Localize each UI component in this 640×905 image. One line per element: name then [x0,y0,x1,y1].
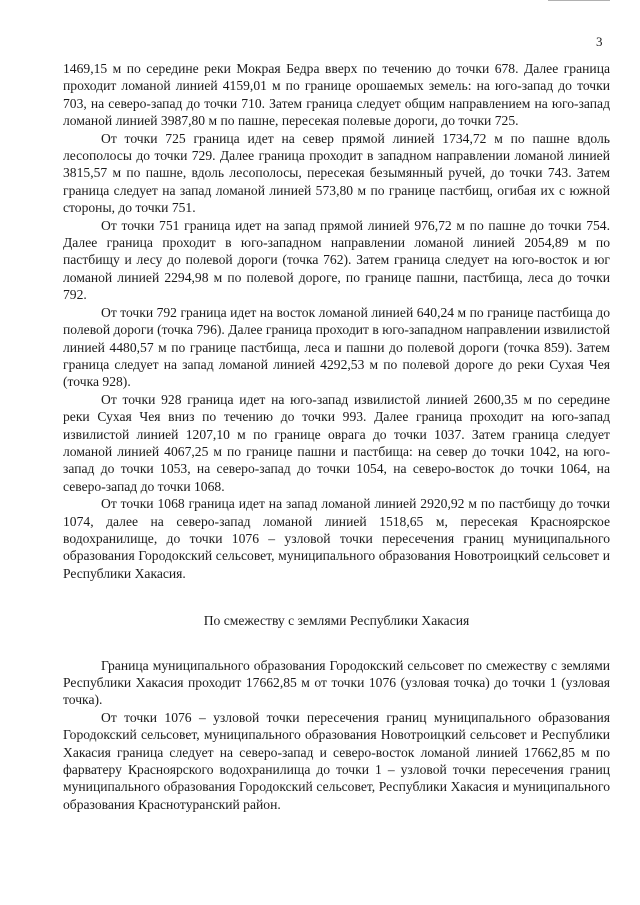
paragraph: От точки 792 граница идет на восток ломаной линией 640,24 м по границе пастбища до полевой дороги (точка 796). Далее граница проходит в юго-западном направлении извилистой линией 4480,57 м по границе пастбища, леса и пашни до полевой дороги (точка 859). Затем граница следует на запад ломаной линией 4292,53 м по полевой дороге до реки Сухая Чея (точка 928). [63,304,610,390]
section-heading: По смежеству с землями Республики Хакасия [203,613,470,629]
paragraph: От точки 928 граница идет на юго-запад извилистой линией 2600,35 м по середине реки Сухая Чея вниз по течению до точки 993. Далее граница проходит на юго-запад извилистой линией 1207,10 м по границе оврага до точки 1037. Затем граница следует ломаной линией 4067,25 м по границе пашни и пастбища: на север до точки 1042, на юго-запад до точки 1053, на северо-запад до точки 1054, на северо-восток до точки 1064, на северо-запад до точки 1068. [63,391,610,494]
paragraph: От точки 751 граница идет на запад прямой линией 976,72 м по пашне до точки 754. Далее граница проходит в юго-западном направлении ломаной линией 2054,89 м по пастбищу и лесу до полевой дороги (точка 762). Затем граница следует на юго-восток и юг ломаной линией 2294,98 м по полевой дороге, по границе пашни, пастбища, леса до точки 792. [63,217,610,303]
paragraph-continuation: 1469,15 м по середине реки Мокрая Бедра вверх по течению до точки 678. Далее граница проходит ломаной линией 4159,01 м по границе орошаемых земель: на юго-запад до точки 703, на северо-запад до точки 710. Затем граница следует общим направлением на юго-запад ломаной линией 3987,80 м по пашне, пересекая полевые дороги, до точки 725. [63,61,610,129]
top-edge-rule [548,0,610,1]
document-body [63,60,610,813]
paragraph: От точки 1068 граница идет на запад ломаной линией 2920,92 м по пастбищу до точки 1074, далее на северо-запад ломаной линией 1518,65 м, пересекая Красноярское водохранилище, до точки 1076 – узловой точки пересечения границ муниципального образования Городокский сельсовет, муниципального образования Новотроицкий сельсовет и Республики Хакасия. [63,496,610,581]
page-number: 3 [596,34,603,49]
paragraph: От точки 725 граница идет на север прямой линией 1734,72 м по пашне вдоль лесополосы до точки 729. Далее граница проходит в западном направлении ломаной линией 3815,57 м по пашне, вдоль лесополосы, пересекая безымянный ручей, до точки 743. Затем граница следует на запад ломаной линией 573,80 м по границе пастбищ, огибая их с южной стороны, до точки 751. [63,130,610,216]
paragraph: От точки 1076 – узловой точки пересечения границ муниципального образования Городокский сельсовет, муниципального образования Новотроицкий сельсовет и Республики Хакасия граница следует на северо-запад и северо-восток ломаной линией 17662,85 м по фарватеру Красноярского водохранилища до точки 1 – узловой точки пересечения границ муниципального образования Городокский сельсовет, Республики Хакасия и муниципального образования Краснотуранский район. [63,709,610,812]
paragraph: Граница муниципального образования Городокский сельсовет по смежеству с землями Республики Хакасия проходит 17662,85 м от точки 1076 (узловая точка) до точки 1 (узловая точка). [63,657,610,708]
